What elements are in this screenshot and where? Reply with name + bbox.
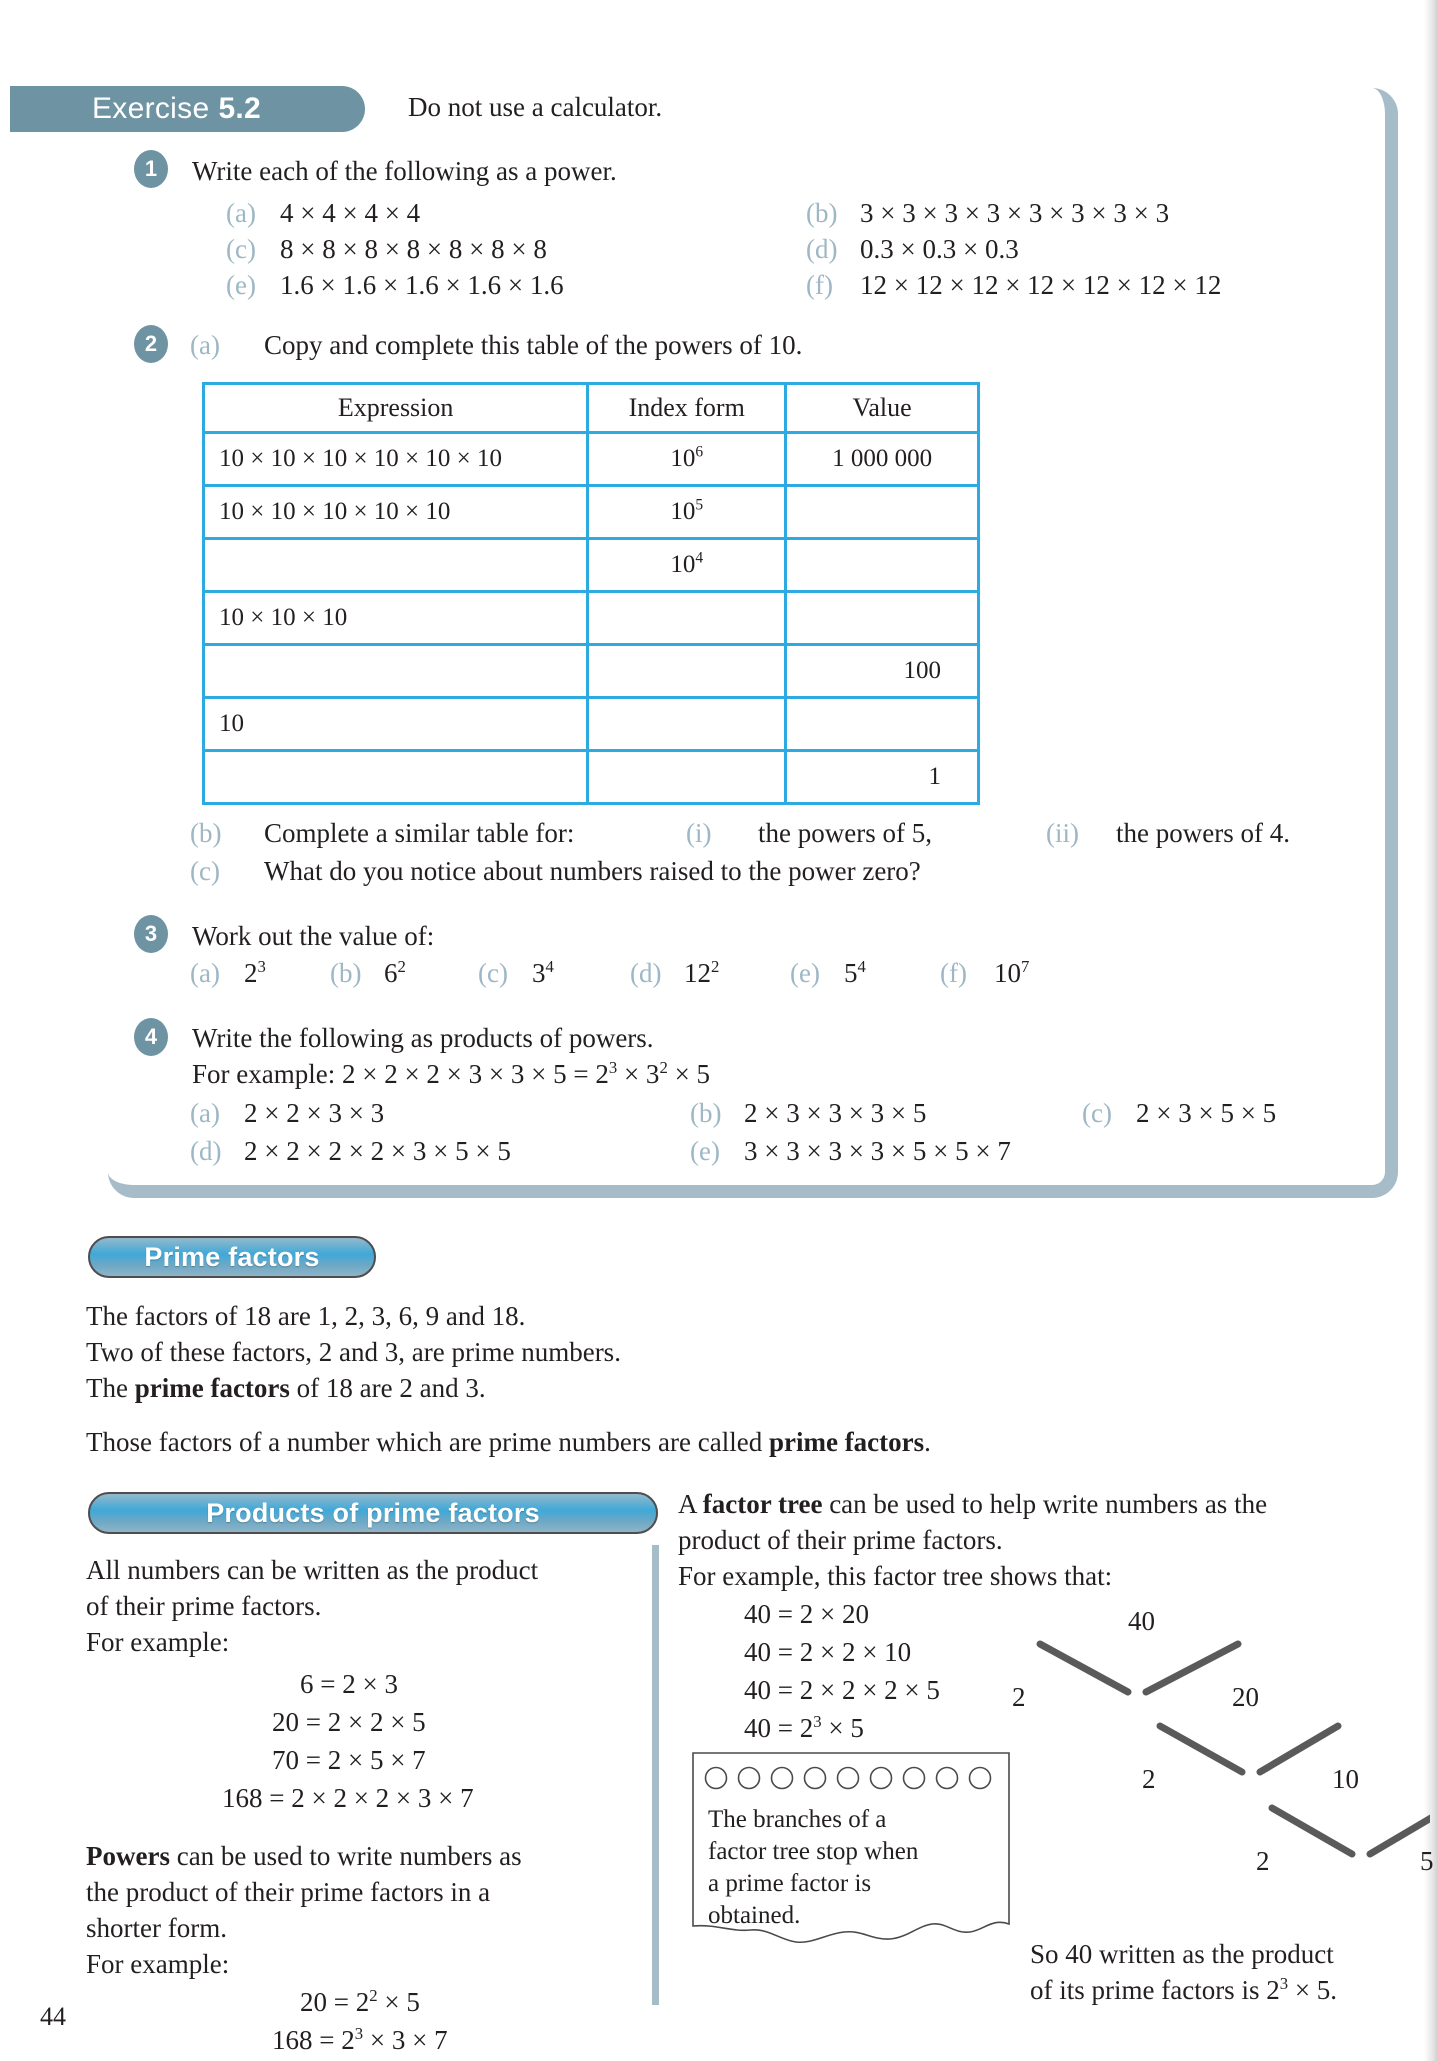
eq-168-exponent: 3	[354, 2024, 364, 2043]
item-label: (f)	[940, 958, 967, 988]
item-label: (c)	[478, 958, 508, 988]
header-expression: Expression	[204, 384, 588, 433]
question-4-item-b	[690, 1098, 926, 1129]
question-1-item-a	[226, 198, 420, 229]
question-2-part-b-ii	[1046, 818, 1290, 849]
item-base: 2	[244, 958, 258, 988]
tree-node-level2-right: 10	[1332, 1764, 1359, 1794]
table-row	[204, 539, 979, 592]
question-1-item-b	[806, 198, 1169, 229]
question-1-item-d	[806, 234, 1019, 265]
question-number-4: 4	[134, 1018, 168, 1056]
question-1-item-f	[806, 270, 1221, 301]
cell-expression	[204, 645, 588, 698]
question-1-item-c	[226, 234, 547, 265]
conclusion-line-1: So 40 written as the product	[1030, 1939, 1334, 1969]
question-1-stem: Write each of the following as a power.	[192, 156, 617, 186]
powers-paragraph-line-4: For example:	[86, 1949, 230, 1979]
cell-value	[786, 592, 979, 645]
question-number-3: 3	[134, 915, 168, 953]
question-2-part-a	[190, 330, 802, 361]
exercise-tab-prefix: Exercise	[92, 92, 210, 125]
note-line-4: obtained.	[708, 1902, 801, 1929]
item-base: 3	[532, 958, 546, 988]
prime-factors-line-2: Two of these factors, 2 and 3, are prime numbers.	[86, 1337, 621, 1367]
question-4-example	[192, 1058, 710, 1092]
item-label: (b)	[330, 958, 362, 988]
left-equation-2: 20 = 2 × 2 × 5	[272, 1707, 426, 1737]
item-label: (b)	[190, 818, 222, 848]
table-row	[204, 751, 979, 804]
tree-node-level3-left: 2	[1256, 1846, 1270, 1876]
eq-20-exponent: 2	[369, 1986, 378, 2005]
line-4-pre: Those factors of a number which are prime numbers are called	[86, 1427, 769, 1457]
tree-node-root: 40	[1128, 1606, 1155, 1636]
item-label: (e)	[690, 1136, 720, 1166]
question-number-2: 2	[134, 325, 168, 363]
cell-expression: 10 × 10 × 10 × 10 × 10 × 10	[204, 433, 588, 486]
example-suffix: × 5	[667, 1059, 711, 1089]
item-label: (d)	[190, 1136, 222, 1166]
question-4-stem: Write the following as products of powers.	[192, 1023, 654, 1053]
eq-20-post: × 5	[377, 1987, 420, 2017]
eq-168-post: × 3 × 7	[363, 2025, 448, 2055]
cell-value: 100	[786, 645, 979, 698]
question-2-part-b-i	[686, 818, 932, 849]
index-exponent: 4	[695, 549, 704, 567]
prime-factors-line-3	[86, 1370, 486, 1406]
intro-bold: factor tree	[702, 1489, 823, 1519]
item-base: 6	[384, 958, 398, 988]
item-label: (f)	[806, 270, 833, 300]
example-exponent-2: 2	[659, 1058, 668, 1077]
item-label: (i)	[686, 818, 712, 848]
left-col-line-2: of their prime factors.	[86, 1591, 322, 1621]
item-text: Complete a similar table for:	[264, 818, 575, 848]
item-label: (d)	[806, 234, 838, 264]
item-label: (e)	[790, 958, 820, 988]
header-index-form: Index form	[588, 384, 786, 433]
item-label: (c)	[226, 234, 256, 264]
eq-last-pre: 40 = 2	[744, 1713, 814, 1743]
item-text: 4 × 4 × 4 × 4	[280, 198, 421, 228]
conclusion-pre: of its prime factors is 2	[1030, 1975, 1280, 2005]
table-row	[204, 486, 979, 539]
table-row	[204, 698, 979, 751]
question-3-item-e	[790, 958, 866, 989]
cell-expression: 10	[204, 698, 588, 751]
eq-20-pre: 20 = 2	[300, 1987, 370, 2017]
example-exponent-1: 3	[608, 1058, 618, 1077]
left-equation-4: 168 = 2 × 2 × 2 × 3 × 7	[222, 1783, 474, 1813]
eq-last-post: × 5	[821, 1713, 864, 1743]
factor-equation-1: 40 = 2 × 20	[744, 1599, 869, 1629]
eq-168-pre: 168 = 2	[272, 2025, 355, 2055]
cell-expression	[204, 751, 588, 804]
item-text: 12 × 12 × 12 × 12 × 12 × 12 × 12	[860, 270, 1222, 300]
item-exponent: 7	[1021, 957, 1030, 976]
cell-index-form	[588, 645, 786, 698]
tree-node-level1-right: 20	[1232, 1682, 1259, 1712]
item-text: 8 × 8 × 8 × 8 × 8 × 8 × 8	[280, 234, 547, 264]
line-3-bold: prime factors	[134, 1373, 290, 1403]
line-3-pre: The	[86, 1373, 135, 1403]
item-label: (c)	[1082, 1098, 1112, 1128]
item-label: (c)	[190, 856, 220, 886]
table-header-row	[204, 384, 979, 433]
question-3-item-f	[940, 958, 1029, 989]
question-3-item-c	[478, 958, 554, 989]
prime-factors-line-4	[86, 1424, 931, 1460]
header-value: Value	[786, 384, 979, 433]
item-base: 12	[684, 958, 711, 988]
cell-index-form	[588, 486, 786, 539]
cell-value: 1 000 000	[786, 433, 979, 486]
factor-tree-intro-line-2: product of their prime factors.	[678, 1525, 1003, 1555]
tree-node-level1-left: 2	[1012, 1682, 1026, 1712]
tree-node-level2-left: 2	[1142, 1764, 1156, 1794]
table-row	[204, 645, 979, 698]
item-base: 5	[844, 958, 858, 988]
line-3-post: of 18 are 2 and 3.	[289, 1373, 486, 1403]
factor-equation-4	[744, 1710, 864, 1746]
conclusion-line-2	[1030, 1972, 1337, 2008]
exercise-tab	[10, 86, 365, 132]
cell-value	[786, 486, 979, 539]
item-text: 3 × 3 × 3 × 3 × 5 × 5 × 7	[744, 1136, 1011, 1166]
tree-node-level3-right: 5	[1420, 1846, 1434, 1876]
example-mid: × 3	[617, 1059, 660, 1089]
powers-paragraph-line-3: shorter form.	[86, 1913, 227, 1943]
item-label: (b)	[806, 198, 838, 228]
note-box	[692, 1752, 1010, 1948]
calculator-note: Do not use a calculator.	[408, 92, 663, 122]
left-col-line-3: For example:	[86, 1627, 230, 1657]
powers-of-ten-table	[202, 382, 980, 805]
powers-bold: Powers	[86, 1841, 170, 1871]
index-base: 10	[670, 498, 696, 525]
table-row	[204, 592, 979, 645]
cell-index-form	[588, 698, 786, 751]
cell-expression: 10 × 10 × 10 × 10 × 10	[204, 486, 588, 539]
line-4-bold: prime factors	[768, 1427, 925, 1457]
example-prefix: For example: 2 × 2 × 2 × 3 × 3 × 5 = 2	[192, 1059, 609, 1089]
eq-last-exponent: 3	[813, 1712, 822, 1731]
item-text: the powers of 5,	[758, 818, 932, 848]
item-label: (a)	[190, 958, 220, 988]
factor-equation-3: 40 = 2 × 2 × 2 × 5	[744, 1675, 940, 1705]
item-exponent: 2	[711, 957, 720, 976]
factor-tree-intro-line-1	[678, 1486, 1267, 1522]
cell-expression: 10 × 10 × 10	[204, 592, 588, 645]
cell-index-form	[588, 592, 786, 645]
cell-index-form	[588, 751, 786, 804]
item-text: 2 × 2 × 3 × 3	[244, 1098, 385, 1128]
column-divider	[652, 1545, 659, 2005]
cell-index-form	[588, 539, 786, 592]
question-4-item-a	[190, 1098, 384, 1129]
powers-paragraph-line-2: the product of their prime factors in a	[86, 1877, 491, 1907]
powers-paragraph-line-1	[86, 1838, 522, 1874]
item-label: (ii)	[1046, 818, 1079, 848]
item-text: 1.6 × 1.6 × 1.6 × 1.6 × 1.6	[280, 270, 564, 300]
line-4-post: .	[924, 1427, 931, 1457]
left-equation-1: 6 = 2 × 3	[300, 1669, 398, 1699]
question-4-item-d	[190, 1136, 511, 1167]
item-text: 2 × 2 × 2 × 2 × 3 × 5 × 5	[244, 1136, 511, 1166]
question-4-item-e	[690, 1136, 1011, 1167]
factor-tree-intro-line-3: For example, this factor tree shows that:	[678, 1561, 1113, 1591]
index-exponent: 5	[695, 496, 704, 514]
item-text: 0.3 × 0.3 × 0.3	[860, 234, 1019, 264]
item-label: (a)	[190, 1098, 220, 1128]
factor-equation-2: 40 = 2 × 2 × 10	[744, 1637, 912, 1667]
note-line-2: factor tree stop when	[708, 1838, 919, 1865]
powers-equation-20	[300, 1984, 420, 2020]
item-label: (d)	[630, 958, 662, 988]
exercise-tab-number: 5.2	[218, 92, 262, 125]
cell-index-form	[588, 433, 786, 486]
page-number: 44	[40, 2002, 66, 2031]
item-text: What do you notice about numbers raised to the power zero?	[264, 856, 921, 886]
item-exponent: 4	[545, 957, 554, 976]
question-2-part-b	[190, 818, 574, 849]
prime-factors-heading: Prime factors	[88, 1236, 376, 1278]
intro-pre: A	[678, 1489, 703, 1519]
item-exponent: 3	[257, 957, 266, 976]
question-1-item-e	[226, 270, 564, 301]
question-3-stem: Work out the value of:	[192, 921, 435, 951]
cell-value	[786, 698, 979, 751]
left-equation-3: 70 = 2 × 5 × 7	[272, 1745, 426, 1775]
question-4-item-c	[1082, 1098, 1276, 1129]
products-of-prime-factors-heading: Products of prime factors	[88, 1492, 658, 1534]
question-number-1: 1	[134, 150, 168, 188]
powers-equation-168	[272, 2022, 448, 2058]
item-label: (a)	[226, 198, 256, 228]
left-col-line-1: All numbers can be written as the product	[86, 1555, 539, 1585]
cell-value: 1	[786, 751, 979, 804]
item-base: 10	[994, 958, 1021, 988]
question-3-item-b	[330, 958, 406, 989]
conclusion-exponent: 3	[1279, 1974, 1289, 1993]
index-base: 10	[670, 445, 696, 472]
question-2-part-c	[190, 856, 921, 887]
index-exponent: 6	[695, 443, 704, 461]
intro-post: can be used to help write numbers as the	[822, 1489, 1268, 1519]
item-label: (a)	[190, 330, 220, 360]
note-box-text	[708, 1804, 918, 1932]
powers-rest: can be used to write numbers as	[169, 1841, 522, 1871]
question-3-item-a	[190, 958, 266, 989]
item-label: (b)	[690, 1098, 722, 1128]
cell-expression	[204, 539, 588, 592]
table-row	[204, 433, 979, 486]
item-text: 2 × 3 × 5 × 5	[1136, 1098, 1277, 1128]
item-text: 3 × 3 × 3 × 3 × 3 × 3 × 3 × 3	[860, 198, 1170, 228]
item-text: 2 × 3 × 3 × 3 × 5	[744, 1098, 927, 1128]
conclusion-post: × 5.	[1288, 1975, 1338, 2005]
item-text: the powers of 4.	[1116, 818, 1290, 848]
note-line-3: a prime factor is	[708, 1870, 872, 1897]
item-text: Copy and complete this table of the powers of 10.	[264, 330, 803, 360]
prime-factors-line-1: The factors of 18 are 1, 2, 3, 6, 9 and 18.	[86, 1301, 526, 1331]
item-exponent: 4	[857, 957, 866, 976]
item-exponent: 2	[397, 957, 406, 976]
cell-value	[786, 539, 979, 592]
index-base: 10	[670, 551, 696, 578]
question-3-item-d	[630, 958, 719, 989]
note-line-1: The branches of a	[708, 1806, 887, 1833]
item-label: (e)	[226, 270, 256, 300]
